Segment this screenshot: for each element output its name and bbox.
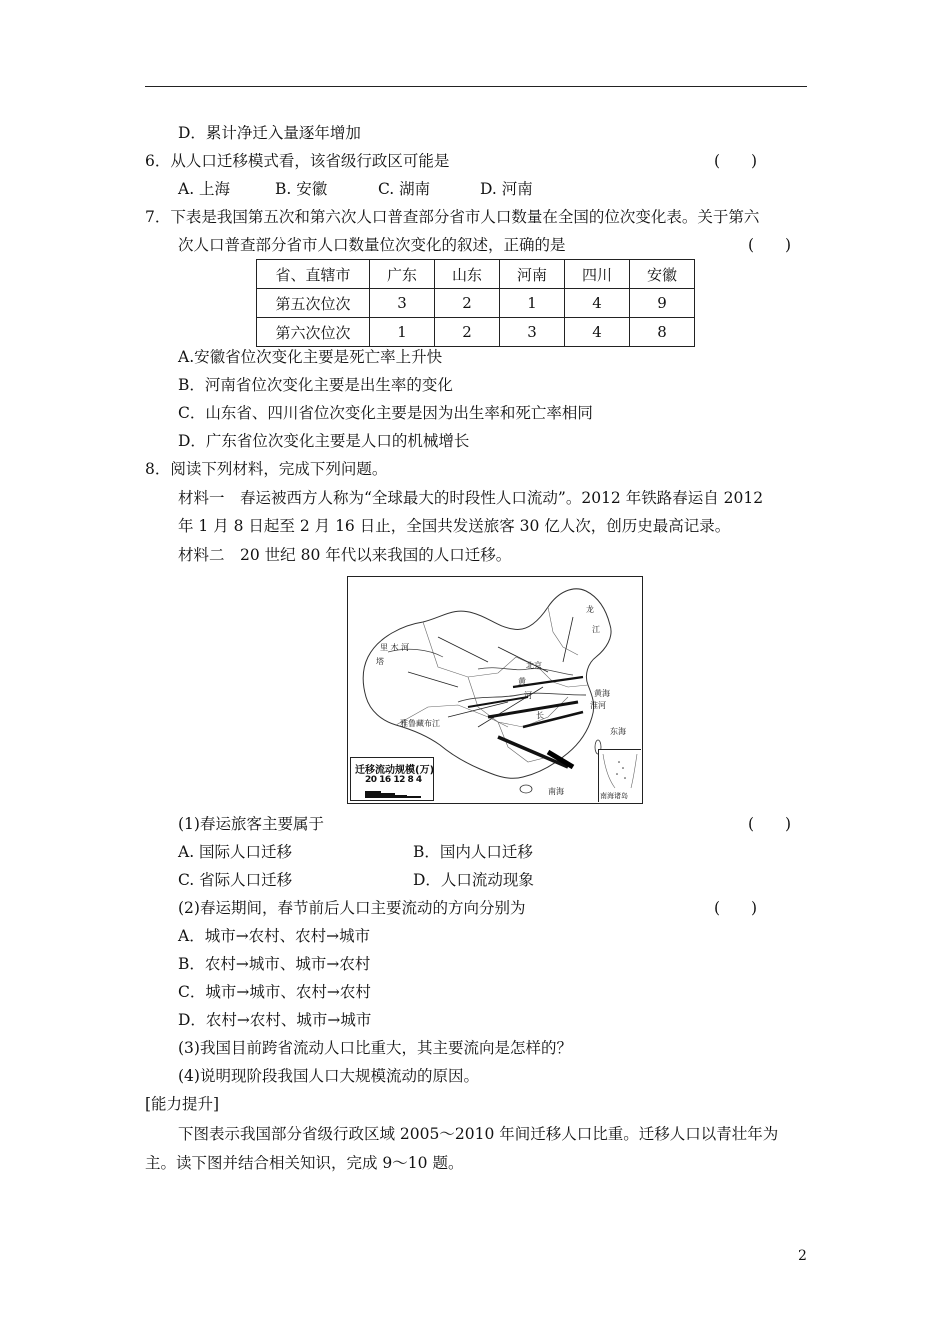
q7-option-c: C．山东省、四川省位次变化主要是因为出生率和死亡率相同 [178, 404, 593, 422]
table-cell: 3 [370, 289, 435, 318]
q6-option-b: B. 安徽 [275, 180, 328, 198]
section-intro-line1: 下图表示我国部分省级行政区域 2005～2010 年间迁移人口比重。迁移人口以青壮年为 [178, 1125, 779, 1143]
q6-stem: 6．从人口迁移模式看，该省级行政区可能是 [145, 152, 450, 170]
table-header-cell: 安徽 [630, 260, 695, 289]
q7-stem-line1: 7．下表是我国第五次和第六次人口普查部分省市人口数量在全国的位次变化表。关于第六 [145, 208, 760, 226]
map-label-tarim-2: 塔 [376, 657, 384, 666]
table-cell: 4 [565, 289, 630, 318]
q8-material2: 材料二 20 世纪 80 年代以来我国的人口迁移。 [178, 546, 512, 564]
q8-sub4: (4)说明现阶段我国人口大规模流动的原因。 [178, 1067, 479, 1085]
table-header-row [257, 260, 695, 289]
table-cell: 1 [500, 289, 565, 318]
map-label-huanghe: 黄 [518, 677, 526, 686]
legend-scale-bar [351, 758, 433, 800]
map-label-yarlung: 雅鲁藏布江 [400, 719, 440, 728]
q6-option-a: A. 上海 [178, 180, 231, 198]
map-label-longjiang: 龙 [586, 605, 594, 614]
section-intro-line2: 主。读下图并结合相关知识，完成 9～10 题。 [145, 1154, 464, 1172]
q8-stem: 8．阅读下列材料，完成下列问题。 [145, 460, 388, 478]
q7-stem-line2: 次人口普查部分省市人口数量位次变化的叙述，正确的是 [178, 236, 566, 254]
table-cell: 9 [630, 289, 695, 318]
q8-sub2-paren: ( ) [714, 899, 758, 917]
q7-option-a: A.安徽省位次变化主要是死亡率上升快 [178, 348, 443, 366]
table-header-cell: 山东 [435, 260, 500, 289]
migration-map [347, 576, 643, 804]
map-label-chang: 长 [536, 711, 544, 720]
header-rule [145, 86, 807, 87]
table-cell: 第五次位次 [257, 289, 370, 318]
map-label-tarim: 里 木 河 [380, 643, 410, 652]
map-label-he: 河 [524, 691, 532, 700]
map-label-longjiang-2: 江 [592, 625, 600, 634]
map-label-south-sea: 南海 [548, 787, 564, 796]
q8-material1-line1: 材料一 春运被西方人称为“全球最大的时段性人口流动”。2012 年铁路春运自 2012 [178, 489, 764, 507]
q6-option-c: C. 湖南 [378, 180, 431, 198]
q8-sub1-paren: ( ) [748, 815, 792, 833]
q8-material1-line2: 年 1 月 8 日起至 2 月 16 日止，全国共发送旅客 30 亿人次，创历史最高记录。 [178, 517, 731, 535]
q7-option-d: D．广东省位次变化主要是人口的机械增长 [178, 432, 470, 450]
table-row [257, 318, 695, 347]
table-cell: 第六次位次 [257, 318, 370, 347]
q8-sub3: (3)我国目前跨省流动人口比重大，其主要流向是怎样的？ [178, 1039, 572, 1057]
table-cell: 3 [500, 318, 565, 347]
legend-title: 迁移流动规模(万) [355, 765, 435, 776]
q8-sub2-option-a: A．城市→农村、农村→城市 [178, 927, 371, 945]
q5-option-d: D．累计净迁入量逐年增加 [178, 124, 361, 142]
q8-sub1-stem: (1)春运旅客主要属于 [178, 815, 324, 833]
q8-sub1-option-a: A. 国际人口迁移 [178, 843, 293, 861]
q8-sub1-option-b: B．国内人口迁移 [413, 843, 533, 861]
table-cell: 2 [435, 289, 500, 318]
south-china-sea-inset [598, 749, 641, 802]
population-rank-table [256, 259, 695, 347]
map-label-beijing: 北京 [526, 661, 542, 670]
table-header-cell: 河南 [500, 260, 565, 289]
q8-sub2-stem: (2)春运期间，春节前后人口主要流动的方向分别为 [178, 899, 526, 917]
table-row [257, 289, 695, 318]
map-label-huaihe: 淮河 [590, 701, 606, 710]
q7-option-b: B．河南省位次变化主要是出生率的变化 [178, 376, 453, 394]
table-cell: 4 [565, 318, 630, 347]
q8-sub2-option-c: C．城市→城市、农村→农村 [178, 983, 371, 1001]
map-label-yellow-sea: 黄海 [594, 689, 610, 698]
section-title: [能力提升] [145, 1095, 220, 1113]
map-legend [350, 757, 434, 801]
q6-option-d: D. 河南 [480, 180, 533, 198]
inset-label: 南海诸岛 [600, 792, 628, 800]
q7-answer-paren: ( ) [748, 236, 792, 254]
q8-sub2-option-b: B．农村→城市、城市→农村 [178, 955, 371, 973]
table-header-cell: 广东 [370, 260, 435, 289]
map-label-east-sea: 东海 [610, 727, 626, 736]
table-cell: 2 [435, 318, 500, 347]
table-header-cell: 省、直辖市 [257, 260, 370, 289]
q6-answer-paren: ( ) [714, 152, 758, 170]
q8-sub1-option-c: C. 省际人口迁移 [178, 871, 293, 889]
table-cell: 8 [630, 318, 695, 347]
q8-sub2-option-d: D．农村→农村、城市→城市 [178, 1011, 372, 1029]
q8-sub1-option-d: D．人口流动现象 [413, 871, 534, 889]
table-cell: 1 [370, 318, 435, 347]
legend-values: 20 16 12 8 4 [365, 775, 422, 785]
table-header-cell: 四川 [565, 260, 630, 289]
page-number: 2 [798, 1248, 807, 1264]
